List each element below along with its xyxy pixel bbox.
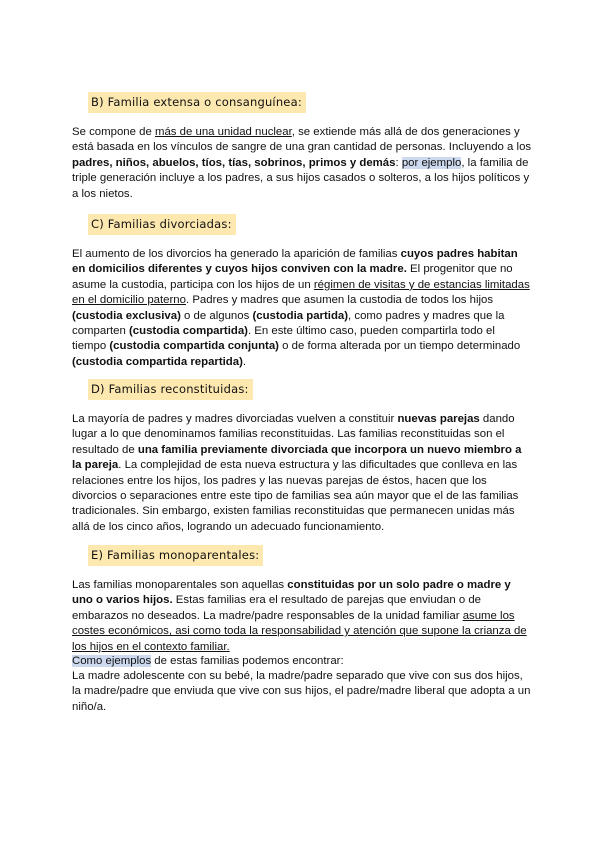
bold-text: (custodia compartida repartida): [72, 355, 243, 368]
underlined-text: más de una unidad nuclear: [154, 126, 292, 138]
text-run: Estas familias era el resultado de parejas que enviudan o de embarazos no deseados. La madre/padre responsables de la unidad familiar: [72, 594, 482, 622]
highlighted-text: por ejemplo: [401, 156, 462, 169]
section-heading-c: C) Familias divorciadas:: [88, 214, 236, 235]
text-run: . Padres y madres que asumen la custodia de todos los hijos: [185, 294, 494, 307]
bold-text: cuyos padres habitan en domicilios diferentes y cuyos hijos conviven con la madre.: [72, 248, 518, 276]
text-run: , como padres y madres que la comparten: [72, 309, 505, 338]
paragraph-familia-extensa: [72, 125, 532, 202]
text-run: El aumento de los divorcios ha generado la aparición de familias: [72, 248, 401, 260]
section-heading-b: B) Familia extensa o consanguínea:: [88, 92, 306, 113]
underlined-text: régimen de visitas y de estancias limitadas en el domicilio paterno: [72, 278, 530, 307]
paragraph-ejemplos-lista: [72, 669, 532, 715]
paragraph-como-ejemplos: [72, 654, 532, 669]
section-heading-e: E) Familias monoparentales:: [88, 545, 263, 566]
section-heading-d: D) Familias reconstituidas:: [88, 379, 253, 400]
text-run: :: [395, 156, 402, 169]
text-run: dando lugar a lo que denominamos familias reconstituidas. Las familias reconstituidas son el resultado de: [72, 413, 515, 456]
underlined-text: asume los costes económicos, asi como toda la responsabilidad y atención que supone la crianza de los hijos en el contexto familiar.: [72, 609, 527, 653]
bold-text: constituidas por un solo padre o madre y uno o varios hijos.: [72, 579, 511, 607]
bold-text: padres, niños, abuelos, tíos, tías, sobrinos, primos y demás: [72, 156, 396, 169]
text-run: , la familia de triple generación incluye a los padres, a sus hijos casados o solteros, a los hijos políticos y a los nietos.: [72, 156, 530, 200]
text-run: o de algunos: [180, 309, 253, 322]
paragraph-familias-divorciadas: [72, 247, 532, 370]
highlighted-text: Como ejemplos: [72, 655, 152, 667]
bold-text: (custodia compartida conjunta): [109, 340, 279, 353]
paragraph-familias-monoparentales: [72, 578, 532, 655]
bold-text: (custodia exclusiva): [72, 309, 181, 322]
text-run: o de forma alterada por un tiempo determinado: [278, 340, 521, 353]
text-run: . En este último caso, pueden compartirla todo el tiempo: [72, 325, 495, 353]
bold-text: nuevas parejas: [397, 413, 480, 425]
text-run: La madre adolescente con su bebé, la madre/padre separado que vive con sus dos hijos, la madre/padre que enviuda que vive con sus hijos, el padre/madre liberal que adopta a un niño/a.: [72, 670, 531, 713]
text-run: , se extiende más allá de dos generaciones y está basada en los vínculos de sangre de una gran cantidad de personas. Incluyendo a los: [72, 126, 532, 154]
text-run: . La complejidad de esta nueva estructura y las dificultades que conlleva en las relaciones entre los hijos, los padres y las nuevas parejas de éstos, hacen que los divorcios o separaciones entre este tipo de familias sea aún mayor que el de las familias tradicionales. Sin embargo, existen familias reconstituidas que permanecen unidas más allá de los cinco años, logrando un adecuado funcionamiento.: [72, 459, 519, 533]
bold-text: (custodia compartida): [128, 325, 248, 338]
bold-text: una familia previamente divorciada que incorpora un nuevo miembro a la pareja: [72, 443, 522, 472]
paragraph-familias-reconstituidas: [72, 412, 532, 535]
text-run: de estas familias podemos encontrar:: [151, 655, 344, 667]
text-run: .: [242, 355, 247, 368]
text-run: La mayoría de padres y madres divorciadas vuelven a constituir: [72, 413, 398, 425]
text-run: El progenitor que no asume la custodia, participa con los hijos de un: [72, 263, 513, 291]
bold-text: (custodia partida): [252, 309, 349, 322]
text-run: Las familias monoparentales son aquellas: [72, 579, 288, 591]
text-run: Se compone de: [72, 126, 155, 138]
